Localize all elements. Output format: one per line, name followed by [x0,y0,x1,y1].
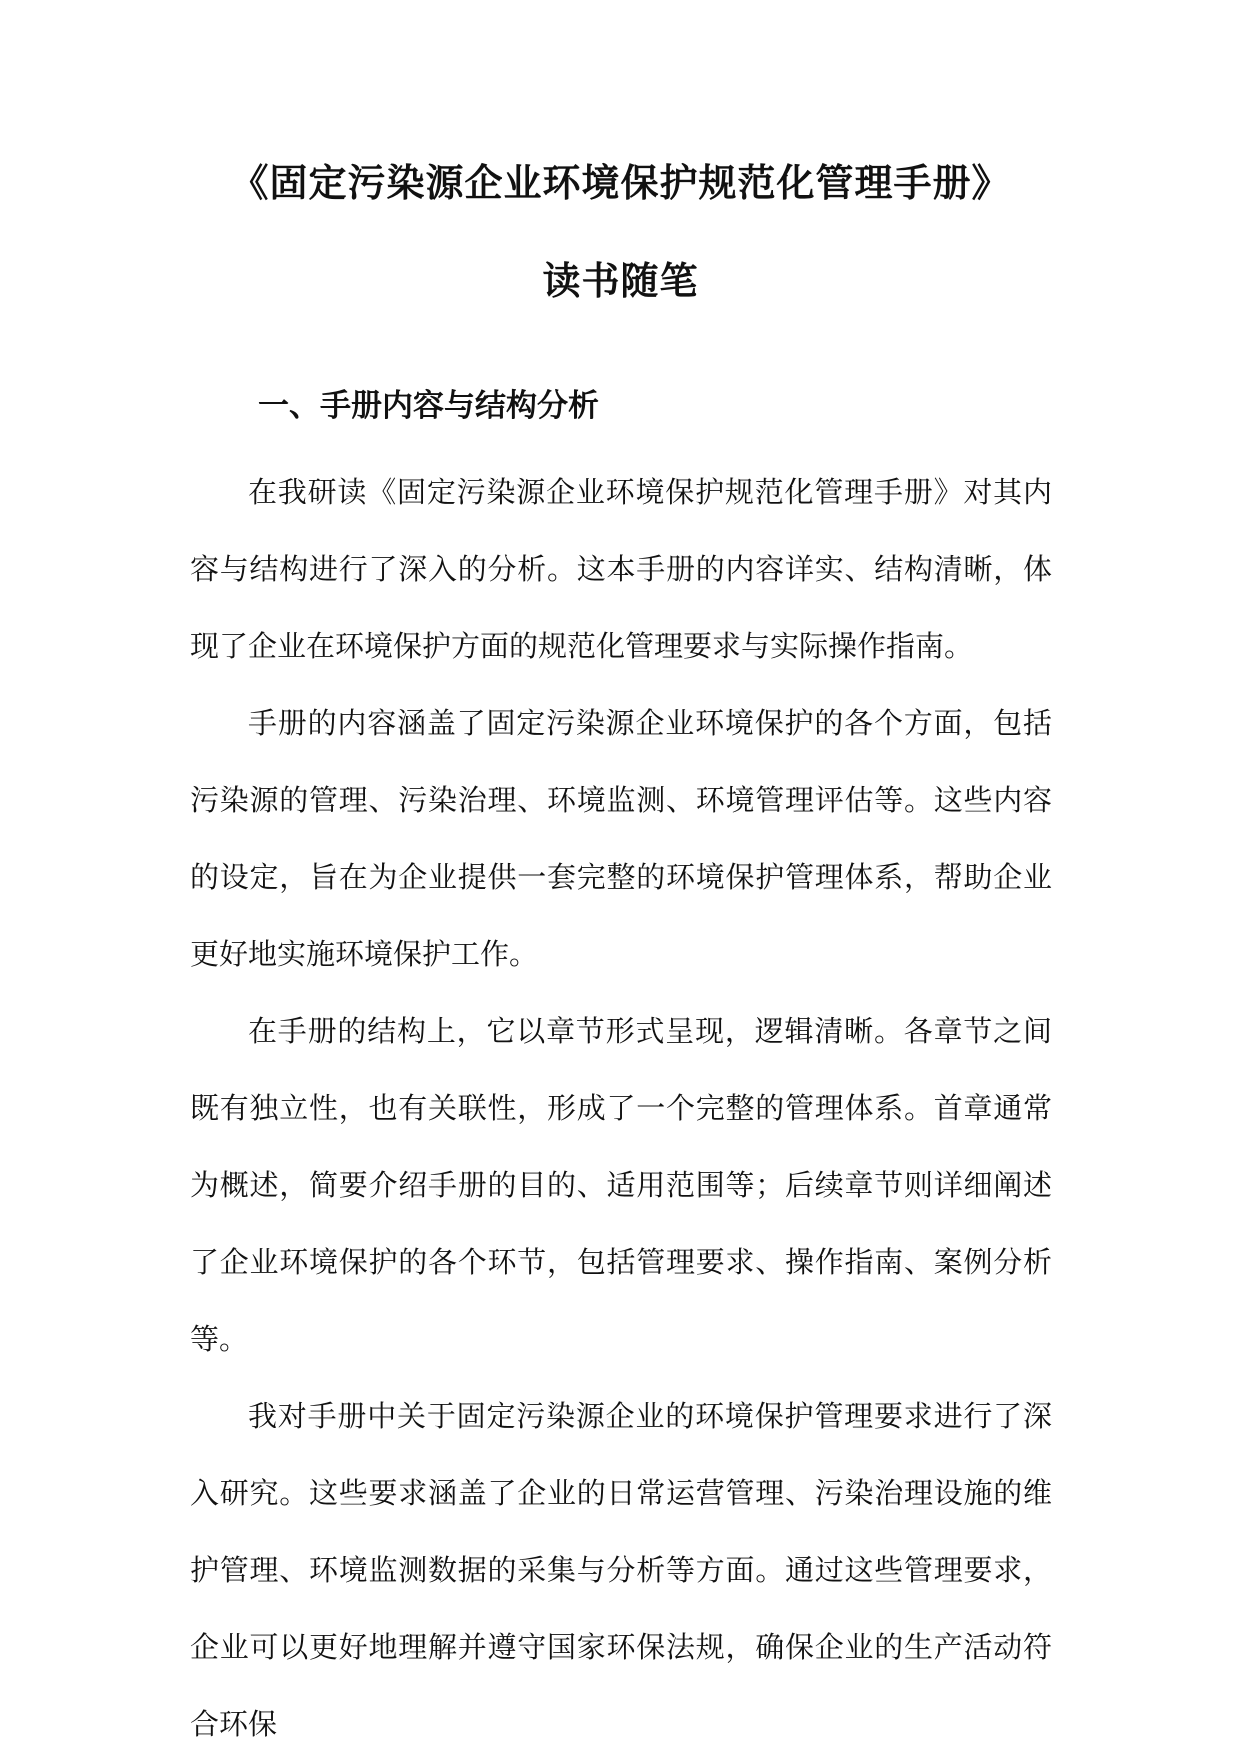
paragraph-3: 在手册的结构上，它以章节形式呈现，逻辑清晰。各章节之间既有独立性，也有关联性，形成了一个完整的管理体系。首章通常为概述，简要介绍手册的目的、适用范围等；后续章节则详细阐述了企业环境保护的各个环节，包括管理要求、操作指南、案例分析等。 [190,1014,1052,1356]
paragraph-2: 手册的内容涵盖了固定污染源企业环境保护的各个方面，包括污染源的管理、污染治理、环境监测、环境管理评估等。这些内容的设定，旨在为企业提供一套完整的环境保护管理体系，帮助企业更好地实施环境保护工作。 [190,706,1052,971]
document-subtitle: 读书随笔 [542,259,699,303]
body-text [190,454,1052,1763]
document-title: 《固定污染源企业环境保护规范化管理手册》 [230,161,1011,205]
section-heading: 一、手册内容与结构分析 [258,388,599,424]
paragraph-4: 我对手册中关于固定污染源企业的环境保护管理要求进行了深入研究。这些要求涵盖了企业的日常运营管理、污染治理设施的维护管理、环境监测数据的采集与分析等方面。通过这些管理要求，企业可以更好地理解并遵守国家环保法规，确保企业的生产活动符合环保 [190,1399,1052,1741]
paragraph-1: 在我研读《固定污染源企业环境保护规范化管理手册》对其内容与结构进行了深入的分析。这本手册的内容详实、结构清晰，体现了企业在环境保护方面的规范化管理要求与实际操作指南。 [190,475,1052,663]
